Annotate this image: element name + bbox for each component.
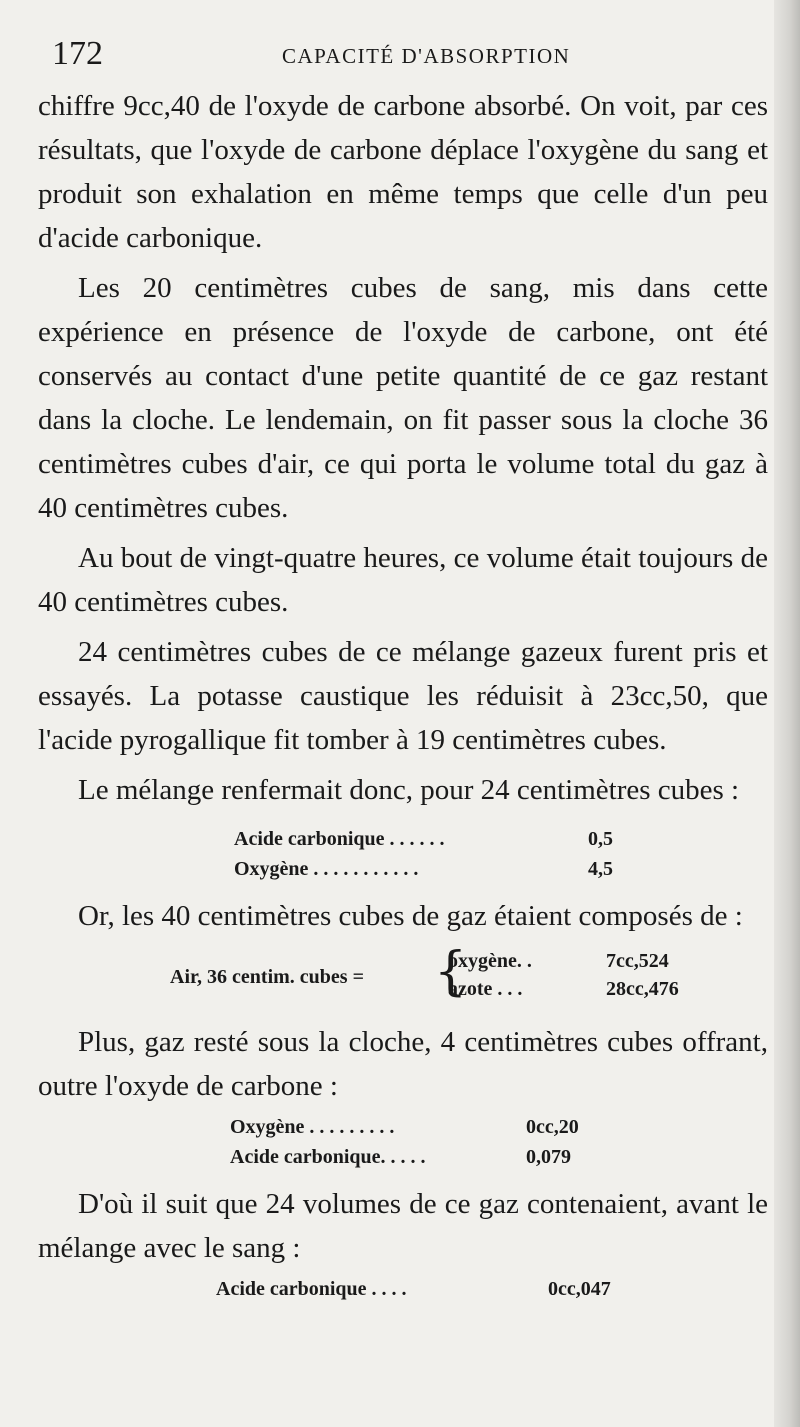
table-value: 4,5 [588,858,613,880]
table-label: Oxygène . . . . . . . . . . . [234,858,419,880]
table-value: 0,5 [588,828,613,850]
air-sub-value: 28cc,476 [606,978,679,1000]
air-sub-label: oxygène. . [448,950,532,972]
air-label: Air, 36 centim. cubes = [170,966,364,988]
table-value: 0,079 [526,1146,571,1168]
table-label: Acide carbonique . . . . [216,1278,407,1300]
paragraph-7: Plus, gaz resté sous la cloche, 4 centimètres cubes offrant, outre l'oxyde de carbone : [38,1026,768,1102]
composition-table-4 [38,1274,768,1304]
paragraph-3: Au bout de vingt-quatre heures, ce volume était toujours de 40 centimètres cubes. [38,542,768,618]
table-row [38,824,768,854]
page-number: 172 [52,35,103,72]
paragraph-2: Les 20 centimètres cubes de sang, mis dans cette expérience en présence de l'oxyde de carbone, ont été conservés au contact d'une petite quantité de ce gaz restant dans la cloche. Le lendemain, on fit passer sous la cloche 36 centimètres cubes d'air, ce qui porta le volume total du gaz à 40 centimètres cubes. [38,272,768,524]
composition-table-3 [38,1112,768,1172]
table-row [38,1142,768,1172]
table-row [38,1274,768,1304]
table-value: 0cc,20 [526,1116,579,1138]
composition-table-1 [38,824,768,884]
table-label: Acide carbonique . . . . . . [234,828,445,850]
page-header [38,34,768,82]
paragraph-6: Or, les 40 centimètres cubes de gaz étaient composés de : [78,900,743,932]
table-row [38,854,768,884]
air-sub-label: azote . . . [448,978,523,1000]
curly-brace: { [434,942,468,1002]
table-row [38,1112,768,1142]
book-page [38,34,768,1304]
air-composition [38,942,768,1006]
paragraph-1: chiffre 9cc,40 de l'oxyde de carbone absorbé. On voit, par ces résultats, que l'oxyde de carbone déplace l'oxygène du sang et produit son exhalation en même temps que celle d'un peu d'acide carbonique. [38,90,768,254]
page-edge-shadow [774,0,800,1427]
table-label: Oxygène . . . . . . . . . [230,1116,395,1138]
table-label: Acide carbonique. . . . . [230,1146,426,1168]
paragraph-8: D'où il suit que 24 volumes de ce gaz contenaient, avant le mélange avec le sang : [38,1188,768,1264]
air-sub-value: 7cc,524 [606,950,669,972]
running-head: CAPACITÉ D'ABSORPTION [282,44,571,68]
paragraph-5: Le mélange renfermait donc, pour 24 centimètres cubes : [78,774,740,806]
table-value: 0cc,047 [548,1278,611,1300]
paragraph-4: 24 centimètres cubes de ce mélange gazeux furent pris et essayés. La potasse caustique les réduisit à 23cc,50, que l'acide pyrogallique fit tomber à 19 centimètres cubes. [38,636,768,756]
